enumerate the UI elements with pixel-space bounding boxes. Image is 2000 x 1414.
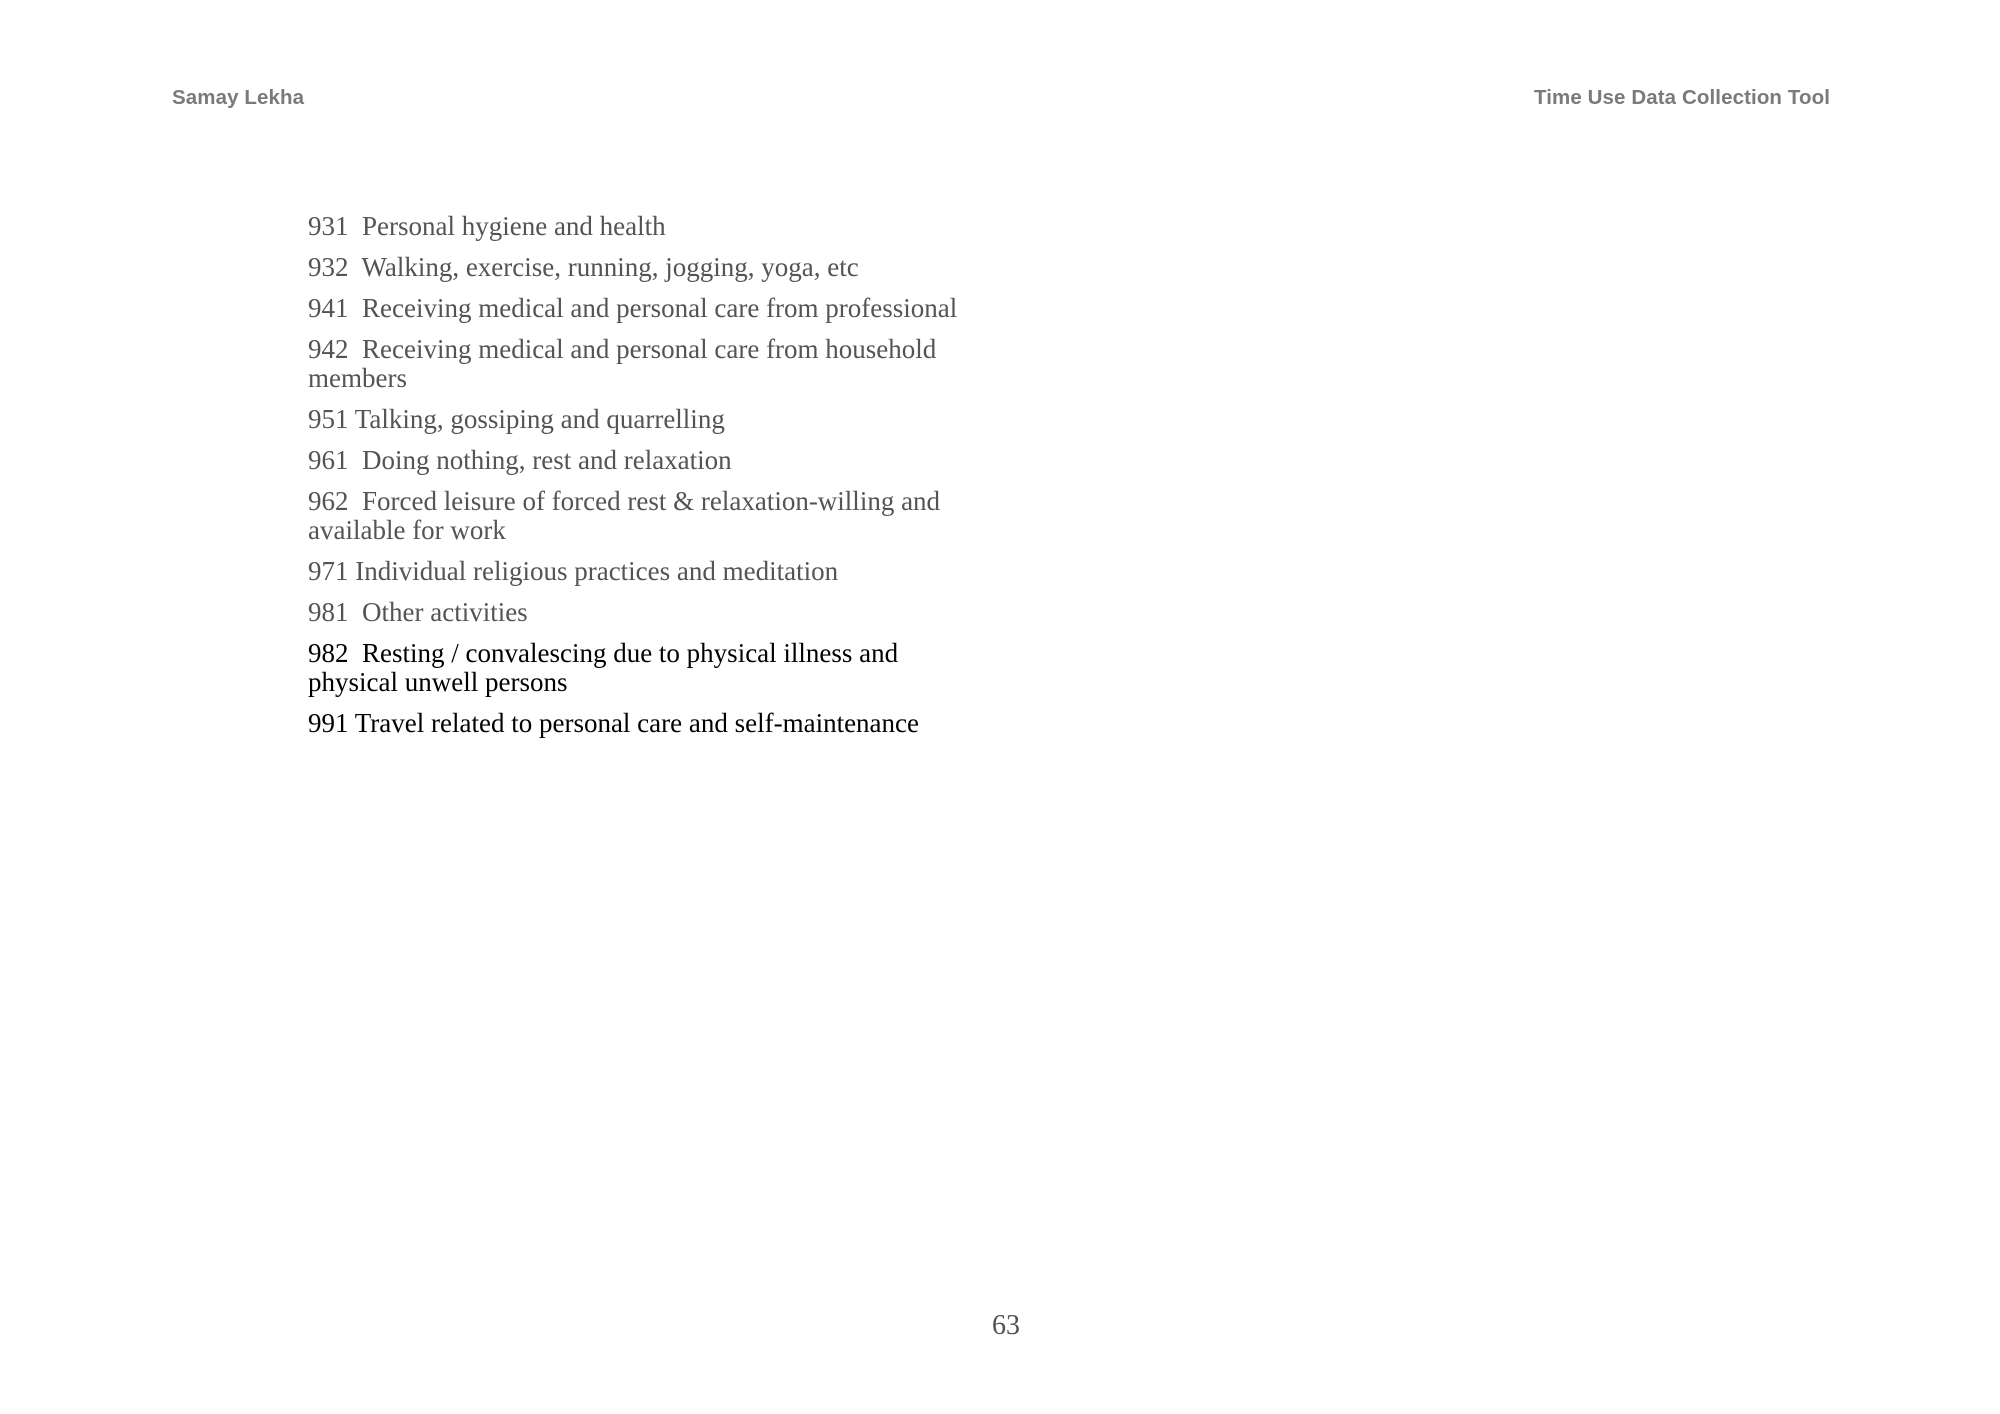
activity-item-942: 942 Receiving medical and personal care from household members bbox=[308, 334, 944, 393]
activity-item-981: 981 Other activities bbox=[308, 597, 528, 627]
running-header-left: Samay Lekha bbox=[172, 86, 305, 109]
page-number: 63 bbox=[992, 1310, 1020, 1341]
activity-item-991: 991 Travel related to personal care and self-maintenance bbox=[308, 708, 920, 738]
activity-item-971: 971 Individual religious practices and meditation bbox=[308, 556, 839, 586]
activity-item-931: 931 Personal hygiene and health bbox=[308, 211, 666, 241]
activity-code-list bbox=[308, 212, 988, 750]
activity-item-982: 982 Resting / convalescing due to physical illness and physical unwell persons bbox=[308, 638, 905, 697]
running-header-right: Time Use Data Collection Tool bbox=[1533, 86, 1830, 109]
activity-item-932: 932 Walking, exercise, running, jogging, yoga, etc bbox=[308, 252, 859, 282]
activity-item-961: 961 Doing nothing, rest and relaxation bbox=[308, 445, 732, 475]
activity-item-962: 962 Forced leisure of forced rest & relaxation-willing and available for work bbox=[308, 486, 947, 545]
activity-item-951: 951 Talking, gossiping and quarrelling bbox=[308, 404, 725, 434]
activity-item-941: 941 Receiving medical and personal care from professional bbox=[308, 293, 958, 323]
